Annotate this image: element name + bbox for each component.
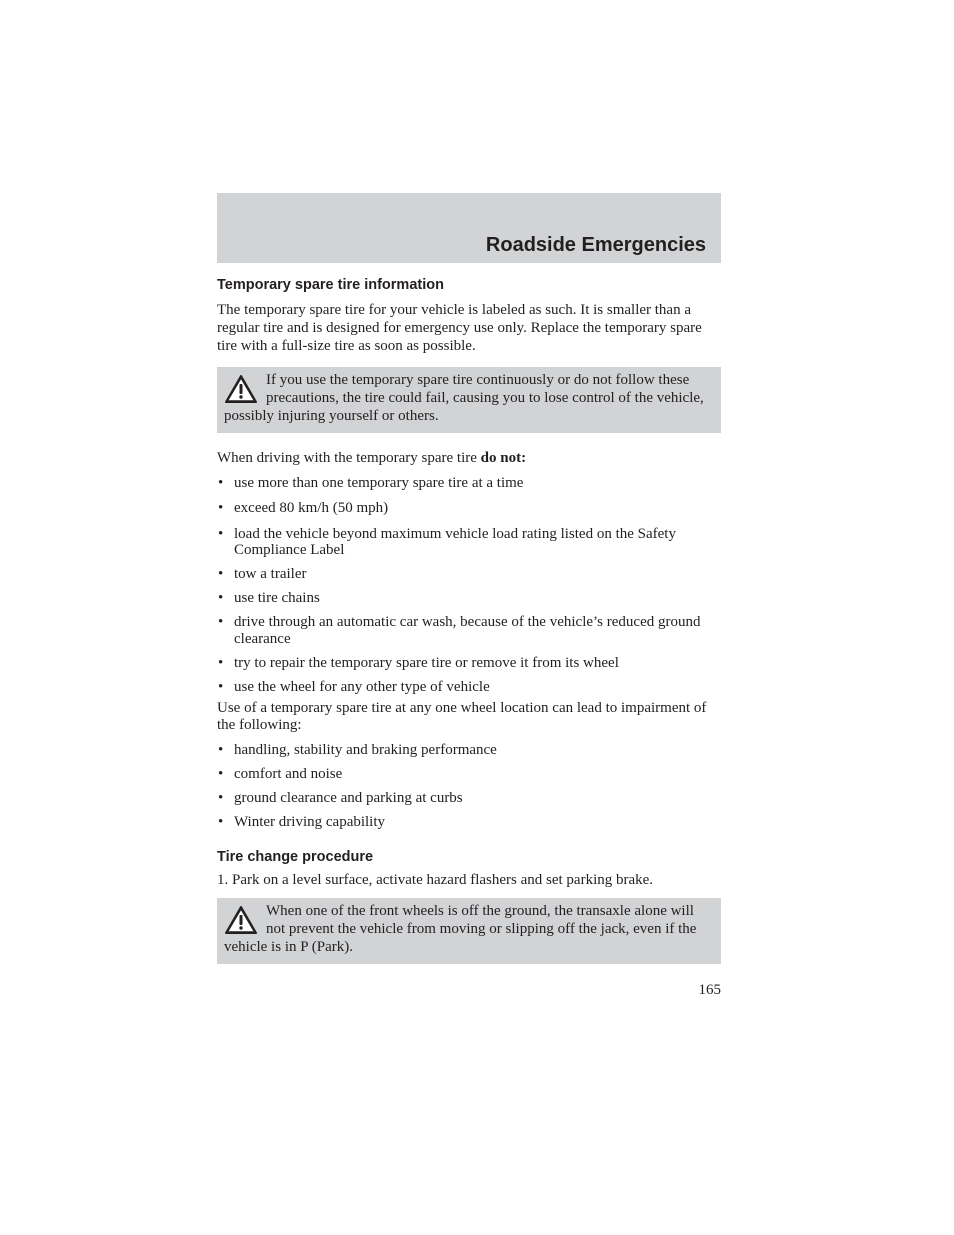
warning-text-jack: When one of the front wheels is off the ground, the transaxle alone will not prevent the vehicle from moving or slipping off the jack, even if the vehicle is in P (Park). [224,903,697,955]
list-item: • use the wheel for any other type of vehicle [217,679,721,696]
list-item: • drive through an automatic car wash, because of the vehicle’s reduced ground clearance [217,614,721,647]
impairment-list [217,742,721,831]
list-item: • ground clearance and parking at curbs [217,790,721,807]
warning-box-jack [217,898,721,964]
impairment-lead-paragraph: Use of a temporary spare tire at any one wheel location can lead to impairment of the following: [217,700,707,733]
warning-triangle-icon [224,905,258,935]
page-content [217,276,721,964]
spare-tire-intro-paragraph: The temporary spare tire for your vehicle is labeled as such. It is smaller than a regular tire and is designed for emergency use only. Replace the temporary spare tire with a full-size tire as soon as possible. [217,302,702,354]
chapter-title: Roadside Emergencies [485,234,706,256]
list-item: • use tire chains [217,590,721,607]
list-item: • use more than one temporary spare tire at a time [217,475,721,492]
section-heading-temporary-spare: Temporary spare tire information [217,277,444,293]
section-heading-tire-change: Tire change procedure [217,849,374,865]
driving-lead-paragraph [217,449,721,467]
driving-lead-text: When driving with the temporary spare tire [217,450,481,466]
list-item: • handling, stability and braking performance [217,742,721,759]
chapter-header-band [217,193,721,263]
warning-triangle-icon [224,374,258,404]
page-number: 165 [698,982,721,998]
do-not-list [217,475,721,696]
list-item: • comfort and noise [217,766,721,783]
step-1-paragraph: 1. Park on a level surface, activate hazard flashers and set parking brake. [217,872,654,888]
list-item: • try to repair the temporary spare tire or remove it from its wheel [217,655,721,672]
warning-text-spare-tire: If you use the temporary spare tire continuously or do not follow these precautions, the tire could fail, causing you to lose control of the vehicle, possibly injuring yourself or others. [224,372,704,424]
warning-box-spare-tire [217,367,721,433]
list-item: • tow a trailer [217,566,721,583]
list-item: • load the vehicle beyond maximum vehicle load rating listed on the Safety Compliance Label [217,526,721,559]
driving-lead-bold: do not: [480,450,527,466]
list-item: • Winter driving capability [217,814,721,831]
list-item: • exceed 80 km/h (50 mph) [217,500,721,517]
